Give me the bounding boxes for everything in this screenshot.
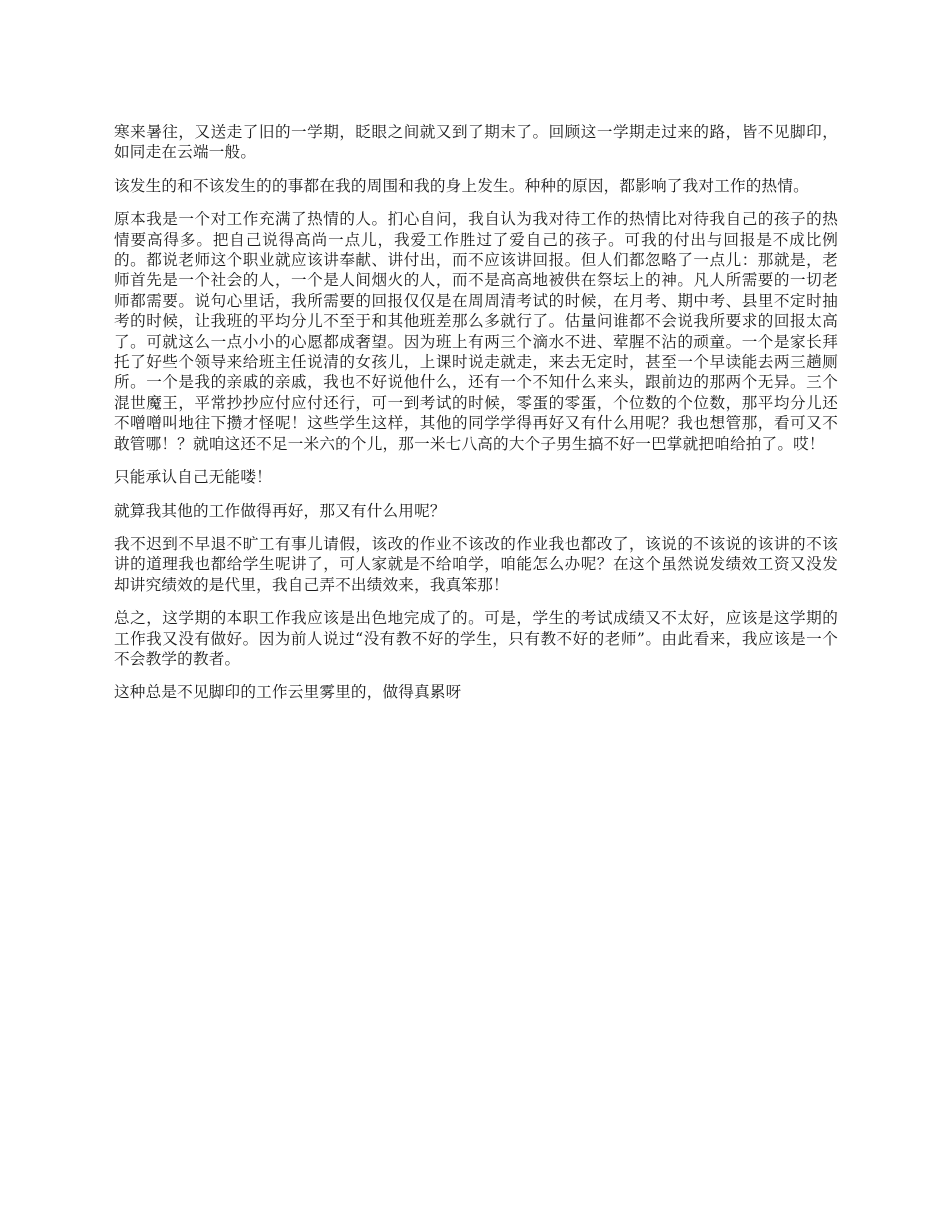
paragraph-8: 这种总是不见脚印的工作云里雾里的，做得真累呀 <box>114 683 462 702</box>
paragraph-6: 我不迟到不早退不旷工有事儿请假，该改的作业不该改的作业我也都改了，该说的不该说的该讲的不该讲的道理我也都给学生呢讲了，可人家就是不给咱学，咱能怎么办呢？在这个虽然说发绩效工资又没发却讲究绩效的是代里，我自己弄不出绩效来，我真笨那！ <box>114 534 838 594</box>
paragraph-1: 寒来暑往，又送走了旧的一学期，眨眼之间就又到了期末了。回顾这一学期走过来的路，皆不见脚印，如同走在云端一般。 <box>114 123 838 162</box>
paragraph-2: 该发生的和不该发生的的事都在我的周围和我的身上发生。种种的原因，都影响了我对工作的热情。 <box>114 176 809 195</box>
paragraph-5: 就算我其他的工作做得再好，那又有什么用呢？ <box>114 501 446 520</box>
document-body <box>114 122 838 716</box>
paragraph-4: 只能承认自己无能喽！ <box>114 468 272 487</box>
paragraph-7: 总之，这学期的本职工作我应该是出色地完成了的。可是，学生的考试成绩又不太好，应该是这学期的工作我又没有做好。因为前人说过“没有教不好的学生，只有教不好的老师”。由此看来，我应该是一个不会教学的教者。 <box>114 609 838 668</box>
paragraph-3: 原本我是一个对工作充满了热情的人。扪心自问，我自认为我对待工作的热情比对待我自己的孩子的热情要高得多。把自己说得高尚一点儿，我爱工作胜过了爱自己的孩子。可我的付出与回报是不成比例的。都说老师这个职业就应该讲奉献、讲付出，而不应该讲回报。但人们都忽略了一点儿：那就是，老师首先是一个社会的人，一个是人间烟火的人，而不是高高地被供在祭坛上的神。凡人所需要的一切老师都需要。说句心里话，我所需要的回报仅仅是在周周清考试的时候，在月考、期中考、县里不定时抽考的时候，让我班的平均分儿不至于和其他班差那么多就行了。估量问谁都不会说我所要求的回报太高了。可就这么一点小小的心愿都成奢望。因为班上有两三个滴水不进、荤腥不沾的顽童。一个是家长拜托了好些个领导来给班主任说清的女孩儿，上课时说走就走，来去无定时，甚至一个早读能去两三趟厕所。一个是我的亲戚的亲戚，我也不好说他什么，还有一个不知什么来头，跟前边的那两个无异。三个混世魔王，平常抄抄应付应付还行，可一到考试的时候，零蛋的零蛋，个位数的个位数，那平均分儿还不噌噌叫地往下攒才怪呢！这些学生这样，其他的同学学得再好又有什么用呢？我也想管那，看可又不敢管哪！？就咱这还不足一米六的个儿，那一米七八高的大个子男生搞不好一巴掌就把咱给拍了。哎！ <box>114 210 838 453</box>
